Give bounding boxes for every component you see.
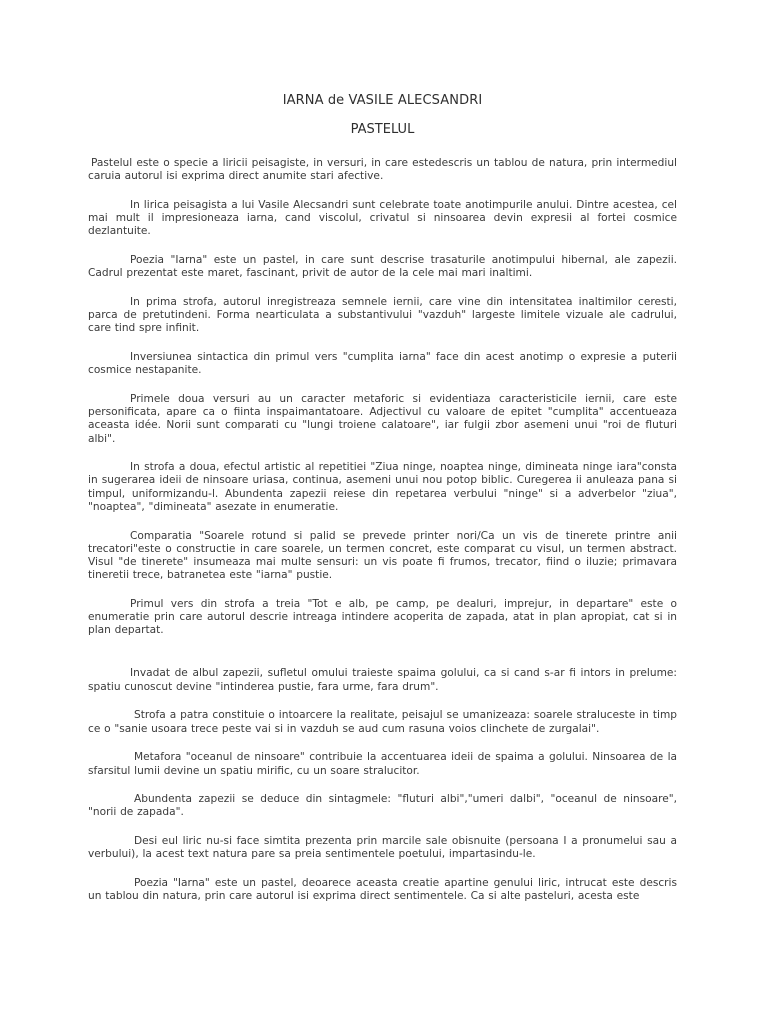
paragraph: In prima strofa, autorul inregistreaza semnele iernii, care vine din intensitatea inaltimilor ceresti, parca de pretutindeni. Forma nearticulata a substantivului "vazduh" largeste limitele vizuale ale cadrului, care tind spre infinit. bbox=[88, 295, 677, 335]
paragraph: Poezia "Iarna" este un pastel, in care sunt descrise trasaturile anotimpului hibernal, ale zapezii. Cadrul prezentat este maret, fascinant, privit de autor de la cele mai mari inaltimi. bbox=[88, 254, 677, 280]
paragraph: Primele doua versuri au un caracter metaforic si evidentiaza caracteristicile iernii, care este personificata, apare ca o fiinta inspaimantatoare. Adjectivul cu valoare de epitet "cumplita" accentueaza aceasta idée. Norii sunt comparati cu "lungi troiene calatoare", iar fulgii zbor asemeni unui "roi de fluturi albi". bbox=[88, 392, 677, 445]
paragraph: Comparatia "Soarele rotund si palid se prevede printer nori/Ca un vis de tinerete printre anii trecatori"este o constructie in care soarele, un termen concret, este comparat cu visul, un termen abstract. Visul "de tinerete" insumeaza mai multe sensuri: un vis poate fi frumos, trecator, fiind o iluzie; primavara tineretii trece, batranetea este "iarna" pustie. bbox=[88, 529, 677, 582]
document-subtitle: PASTELUL bbox=[350, 122, 415, 137]
paragraph: Primul vers din strofa a treia "Tot e alb, pe camp, pe dealuri, imprejur, in departare" este o enumeratie prin care autorul descrie intreaga intindere acoperita de zapada, atat in plan apropiat, cat si in plan departat. bbox=[88, 597, 677, 637]
paragraph: Poezia "Iarna" este un pastel, deoarece aceasta creatie apartine genului liric, intrucat este descris un tablou din natura, prin care autorul isi exprima direct sentimentele. Ca si alte pasteluri, acesta este bbox=[88, 877, 677, 903]
document-title: IARNA de VASILE ALECSANDRI bbox=[282, 93, 483, 108]
paragraph: Abundenta zapezii se deduce din sintagmele: "fluturi albi","umeri dalbi", "oceanul de ninsoare", "norii de zapada". bbox=[88, 793, 677, 819]
paragraph: Metafora "oceanul de ninsoare" contribuie la accentuarea ideii de spaima a golului. Ninsoarea de la sfarsitul lumii devine un spatiu mirific, cu un soare stralucitor. bbox=[88, 751, 677, 777]
document-body bbox=[88, 157, 677, 903]
paragraph: In strofa a doua, efectul artistic al repetitiei "Ziua ninge, noaptea ninge, dimineata ninge iara"consta in sugerarea ideii de ninsoare uriasa, continua, asemeni unui nou potop biblic. Curegerea ii anuleaza pana si timpul, uniformizandu-l. Abundenta zapezii reiese din repetarea verbului "ninge" si a adverbelor "ziua", "noaptea", "dimineata" asezate in enumeratie. bbox=[88, 461, 677, 513]
paragraph: Strofa a patra constituie o intoarcere la realitate, peisajul se umanizeaza: soarele straluceste in timp ce o "sanie usoara trece peste vai si in vazduh se aud cum rasuna voios clinchete de zurgalai". bbox=[88, 709, 677, 735]
paragraph: Inversiunea sintactica din primul vers "cumplita iarna" face din acest anotimp o expresie a puterii cosmice nestapanite. bbox=[88, 351, 677, 377]
paragraph: Pastelul este o specie a liricii peisagiste, in versuri, in care estedescris un tablou de natura, prin intermediul caruia autorul isi exprima direct anumite stari afective. bbox=[88, 157, 677, 183]
paragraph: In lirica peisagista a lui Vasile Alecsandri sunt celebrate toate anotimpurile anului. Dintre acestea, cel mai mult il impresioneaza iarna, cand viscolul, crivatul si ninsoarea devin expresii al fortei cosmice dezlantuite. bbox=[88, 198, 677, 238]
paragraph: Invadat de albul zapezii, sufletul omului traieste spaima golului, ca si cand s-ar fi intors in prelume: spatiu cunoscut devine "intinderea pustie, fara urme, fara drum". bbox=[88, 667, 677, 693]
paragraph: Desi eul liric nu-si face simtita prezenta prin marcile sale obisnuite (persoana I a pronumelui sau a verbului), la acest text natura pare sa preia sentimentele poetului, impartasindu-le. bbox=[88, 835, 677, 861]
